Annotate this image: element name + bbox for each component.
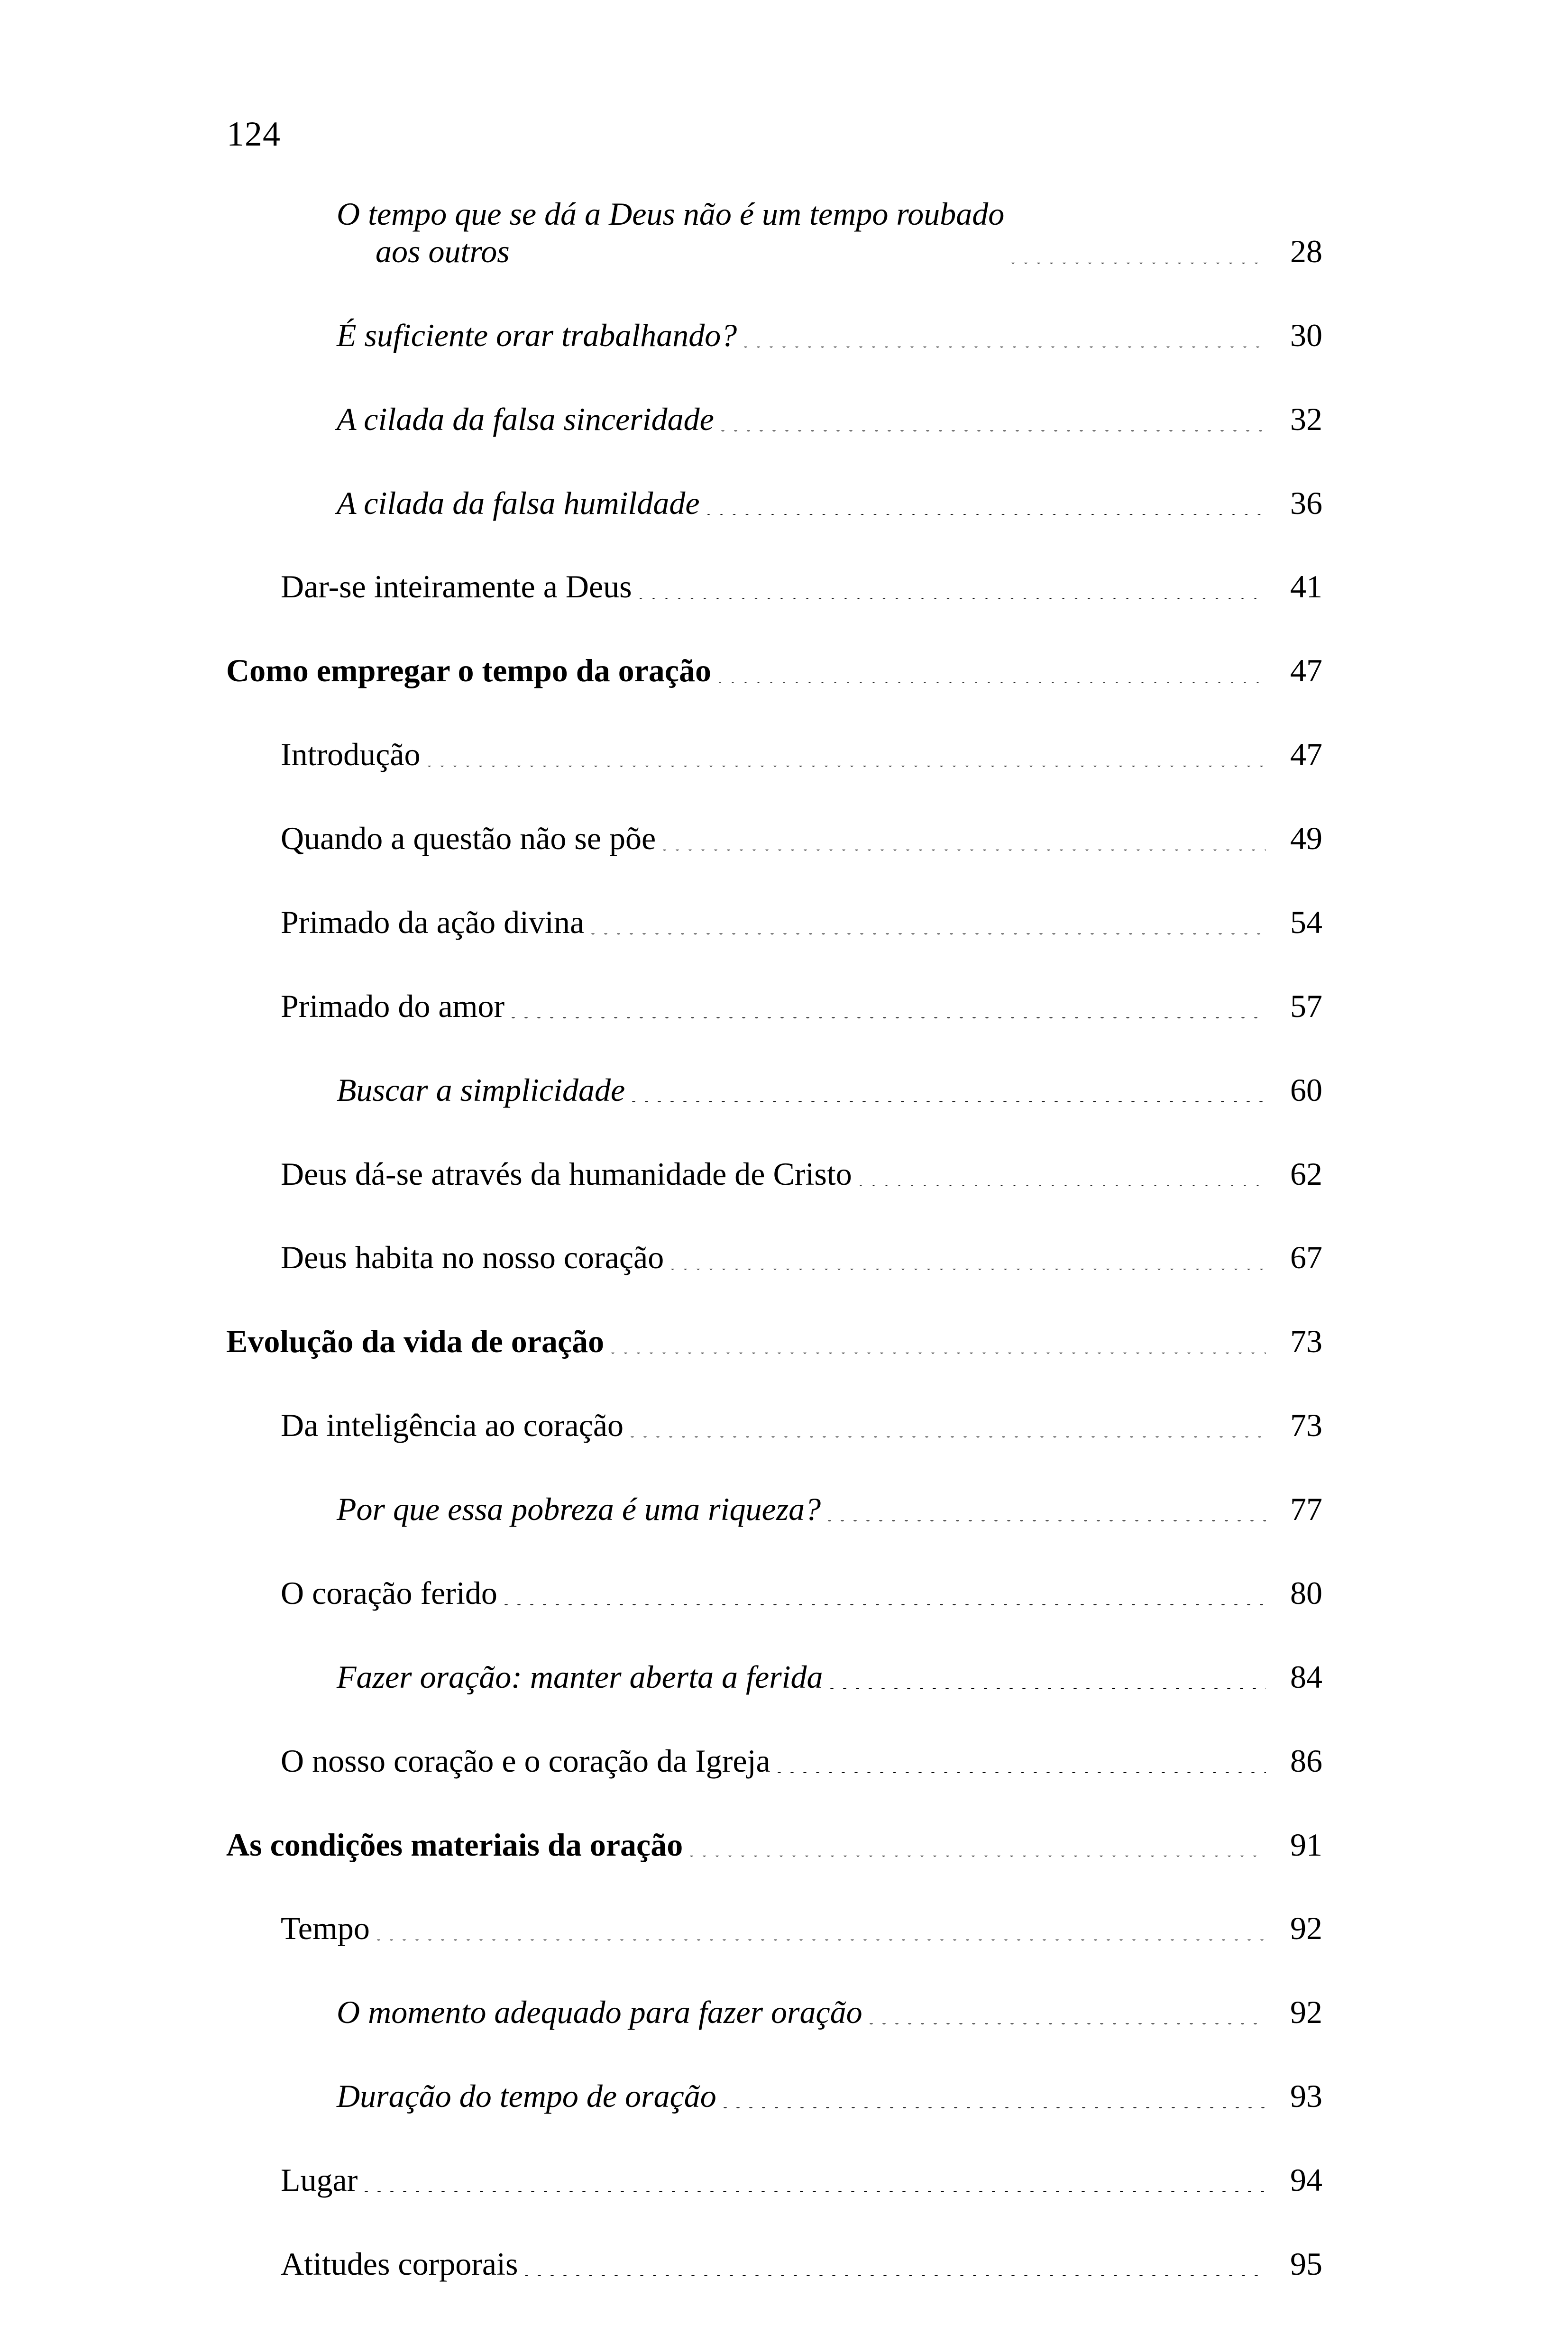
dot-leader — [743, 347, 1266, 354]
dot-leader — [859, 1185, 1266, 1192]
toc-entry[interactable] — [0, 1239, 1568, 1276]
toc-entry-title-continuation: aos outros — [376, 233, 510, 269]
dot-leader — [511, 1017, 1266, 1025]
dot-leader — [630, 1437, 1266, 1444]
toc-entry-page-number: 73 — [1290, 1407, 1322, 1444]
toc-entry-page-number: 77 — [1290, 1491, 1322, 1527]
toc-entry-page-number: 30 — [1290, 317, 1322, 353]
toc-entry[interactable] — [0, 988, 1568, 1025]
toc-entry[interactable] — [0, 568, 1568, 605]
toc-entry[interactable] — [0, 1071, 1568, 1109]
toc-entry[interactable] — [0, 1323, 1568, 1360]
toc-entry-page-number: 41 — [1290, 568, 1322, 605]
toc-entry-title: Lugar — [281, 2162, 358, 2198]
toc-entry-title: Deus habita no nosso coração — [281, 1239, 664, 1276]
toc-entry-title: A cilada da falsa sinceridade — [337, 401, 714, 437]
dot-leader — [376, 1940, 1266, 1947]
toc-entry[interactable] — [0, 1658, 1568, 1696]
toc-entry-page-number: 47 — [1290, 736, 1322, 773]
toc-entry-page-number: 62 — [1290, 1155, 1322, 1192]
toc-entry[interactable] — [0, 1407, 1568, 1444]
toc-entry-page-number: 47 — [1290, 652, 1322, 689]
toc-entry[interactable] — [0, 2161, 1568, 2199]
dot-leader — [869, 2023, 1266, 2031]
dot-leader — [639, 598, 1266, 605]
dot-leader — [830, 1688, 1266, 1696]
dot-leader — [827, 1520, 1266, 1528]
toc-entry[interactable] — [0, 1910, 1568, 1947]
dot-leader — [718, 682, 1266, 689]
toc-entry-page-number: 32 — [1290, 401, 1322, 437]
toc-entry[interactable] — [0, 2077, 1568, 2115]
toc-entry[interactable] — [0, 485, 1568, 522]
dot-leader — [591, 933, 1266, 941]
toc-entry-title: Buscar a simplicidade — [337, 1071, 625, 1108]
dot-leader — [1011, 263, 1266, 270]
toc-entry[interactable] — [0, 904, 1568, 941]
toc-entry-title: Por que essa pobreza é uma riqueza? — [337, 1491, 821, 1527]
dot-leader — [632, 1101, 1266, 1109]
toc-entry[interactable] — [0, 736, 1568, 773]
toc-entry-title: O coração ferido — [281, 1574, 497, 1611]
toc-entry-title: O momento adequado para fazer oração — [337, 1994, 862, 2031]
toc-entry-title: As condições materiais da oração — [226, 1826, 683, 1863]
toc-entry-title: Atitudes corporais — [281, 2245, 518, 2282]
toc-entry-title: A cilada da falsa humildade — [337, 485, 700, 521]
toc-entry[interactable] — [0, 1994, 1568, 2031]
toc-entry-page-number: 95 — [1290, 2245, 1322, 2282]
dot-leader — [721, 430, 1266, 438]
toc-entry-page-number: 84 — [1290, 1658, 1322, 1695]
toc-entry[interactable] — [0, 317, 1568, 354]
dot-leader — [524, 2275, 1266, 2283]
toc-entry-title: É suficiente orar trabalhando? — [337, 317, 737, 353]
dot-leader — [504, 1604, 1266, 1612]
toc-entry-page-number: 28 — [1290, 233, 1322, 269]
dot-leader — [427, 766, 1266, 773]
toc-entry-title: Dar-se inteiramente a Deus — [281, 568, 632, 605]
toc-entry-page-number: 57 — [1290, 988, 1322, 1024]
dot-leader — [662, 850, 1266, 857]
toc-entry[interactable] — [0, 1826, 1568, 1864]
toc-entry-page-number: 80 — [1290, 1574, 1322, 1611]
toc-entry-page-number: 91 — [1290, 1826, 1322, 1863]
dot-leader — [706, 514, 1266, 522]
toc-entry[interactable] — [0, 1574, 1568, 1612]
toc-entry-page-number: 49 — [1290, 820, 1322, 856]
toc-entry[interactable] — [0, 2245, 1568, 2283]
toc-entry-page-number: 36 — [1290, 485, 1322, 521]
toc-entry[interactable] — [0, 1742, 1568, 1780]
page-folio-number: 124 — [227, 115, 281, 154]
toc-entry-page-number: 92 — [1290, 1910, 1322, 1947]
toc-entry-title: O tempo que se dá a Deus não é um tempo roubado aos outros — [337, 196, 1005, 269]
toc-entry-title: Fazer oração: manter aberta a ferida — [337, 1658, 823, 1695]
toc-entry[interactable] — [0, 1155, 1568, 1193]
dot-leader — [723, 2107, 1266, 2115]
toc-entry-title: Duração do tempo de oração — [337, 2078, 716, 2114]
toc-entry[interactable] — [0, 652, 1568, 689]
toc-entry-title: Primado da ação divina — [281, 904, 585, 940]
toc-entry[interactable] — [0, 820, 1568, 857]
toc-entry-page-number: 94 — [1290, 2162, 1322, 2198]
toc-entry-page-number: 93 — [1290, 2078, 1322, 2114]
dot-leader — [364, 2191, 1266, 2199]
dot-leader — [777, 1772, 1266, 1780]
dot-leader — [689, 1856, 1266, 1863]
toc-entry-page-number: 92 — [1290, 1994, 1322, 2031]
toc-entry-page-number: 86 — [1290, 1742, 1322, 1779]
toc-entry-page-number: 67 — [1290, 1239, 1322, 1276]
toc-entry-title: Da inteligência ao coração — [281, 1407, 624, 1444]
toc-entry-page-number: 54 — [1290, 904, 1322, 940]
dot-leader — [670, 1269, 1266, 1276]
toc-entry-title: Quando a questão não se põe — [281, 820, 656, 856]
toc-entry-title: O nosso coração e o coração da Igreja — [281, 1742, 770, 1779]
toc-entry[interactable] — [0, 401, 1568, 438]
toc-entry[interactable] — [0, 1491, 1568, 1528]
toc-entry-title: Primado do amor — [281, 988, 505, 1024]
toc-entry-page-number: 73 — [1290, 1323, 1322, 1360]
toc-entry-title: Tempo — [281, 1910, 370, 1947]
toc-entry-title: Evolução da vida de oração — [226, 1323, 605, 1360]
toc-entry-title: Como empregar o tempo da oração — [226, 652, 711, 689]
toc-entry-title: Introdução — [281, 736, 421, 773]
dot-leader — [611, 1353, 1266, 1360]
toc-entry[interactable] — [0, 195, 1568, 270]
toc-entry-page-number: 60 — [1290, 1071, 1322, 1108]
table-of-contents — [0, 195, 1568, 2329]
toc-entry-title: Deus dá-se através da humanidade de Cristo — [281, 1155, 852, 1192]
